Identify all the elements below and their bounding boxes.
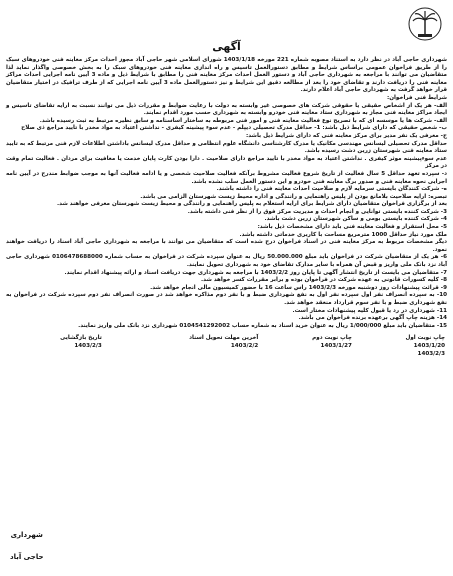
paragraph: شرایط فنی فراخوان: xyxy=(386,94,447,101)
paragraph: 8- کلیه کسورات قانونی به عهده شرکت در فراخوان بوده و برابر مقررات کسر خواهد شد. xyxy=(201,277,447,284)
paragraph: 7- متقاضیان می بایست از تاریخ انتشار آگهی تا پایان روز 1403/2/2 با مراجعه به شهرداری جهت دریافت اسناد و ارائه پیشنهاد اقدام نمایند. xyxy=(64,269,447,276)
paragraph: 4- شرکت کننده بایستی بومی و ساکن شهرستان زرین دشت باشد. xyxy=(264,216,447,223)
paragraph: عدم سوءپیشینه موثر کیفری . نداشتن اعتیاد به مواد مخدر با تایید مراجع دارای صلاحیت . دارا بودن کارت پایان خدمت یا معافیت برای مردان . فعالیت تمام وقت در مرکز xyxy=(6,155,447,170)
paragraph: 3- شرکت کننده بایستی توانایی و انجام احداث و مدیریت مرکز فوق را از نظر فنی داشته باشد. xyxy=(187,208,447,215)
paragraph: د- سپرده تعهد حداقل 5 سال فعالیت از تاریخ شروع فعالیت مشروط برآنکه فعالیت صلاحیت شخصی و یا ادامه فعالیت آنها به موجب ضوابط مندرج در آیین نامه اجرایی نحوه معاینه فنی و صدور برگ معاینه فنی خودرو و این دستور العمل سلب نشده باشد. xyxy=(6,170,447,185)
table-row xyxy=(6,342,447,350)
paragraph: 6- هر یک از متقاضیان شرکت در فراخوان باید مبلغ 50.000.000 ریال به عنوان سپرده شرکت در فراخوان به حساب شماره 0106478688000 شهرداری حاجی آباد نزد بانک ملی واریز و قبض آن همراه با سایر مدارک تقاضای خود به شهرداری تحویل نمایند. xyxy=(6,254,447,269)
signature-line: شهرداری xyxy=(10,531,43,539)
paragraph: ج- معرفی یک نفر مدیر برای مرکز معاینه فنی که دارای شرایط ذیل باشد: xyxy=(245,132,447,139)
paragraph: شهرداری حاجی آباد در نظر دارد به استناد مصوبه شماره 221 مورخه 1403/1/18 شورای اسلامی شهر حاجی آباد مجوز احداث مرکز معاینه فنی خودروهای سبک را از طریق فراخوان عمومی براساس شرایط و مطابق دستورالعمل تاسیس و راه اندازی معاینه فنی خودروهای سبک را به بخش خصوصی واگذار نماید لذا متقاضیان می توانند با مراجعه به شهرداری حاجی آباد و دستور العمل احداث مرکز معاینه فنی را مطابق با شرایط ذیل و ماده 3 آیین نامه اجرایی احداث مراکز معاینه فنی را دریافت دارند و تقاضای خود را بعد از مطالعه دقیق این شرایط و نیز دستورالعمل ماده 3 آیین نامه اجرایی که از طرف ترافیک در اختیار متقاضیان قرار خواهد گرفت به شهرداری حاجی آباد اعلام دارند. xyxy=(6,57,448,94)
paragraph: الف- شرکت ها یا موسسه ای که با تصریح نوع فعالیت معاینه فنی و امور فنی مربوطه به ساختار اساسنامه و سابق نظیره مرتبط به ثبت رسیده باشد. xyxy=(39,117,447,124)
paragraph: 5- محل استقرار و فعالیت معاینه فنی باید دارای مشخصات ذیل باشد: xyxy=(257,224,447,231)
paragraph: ه- شرکت کنندگان بایستی سرمایه لازم و صلاحیت احداث معاینه فنی را داشته باشند. xyxy=(216,186,447,193)
paragraph: ملک مورد نیاز حداقل 1000 مترمربع مساحت با کاربری خدماتی داشته باشد. xyxy=(239,231,447,238)
notice-body xyxy=(6,57,447,330)
table-cell: 1403/2/2 xyxy=(230,343,259,350)
notice-title: آگهی xyxy=(212,40,241,53)
table-header: چاپ نوبت دوم xyxy=(312,335,352,342)
paragraph: دیگر مشخصات مربوط به مرکز معاینه فنی در اسناد فراخوان درج شده است که متقاضیان می توانند با مراجعه به شهرداری حاجی آباد اسناد را دریافت خواهند نمود. xyxy=(6,239,447,253)
paragraph: 10- به سپرده انصراف نفر اول سپرده نفر اول به نفع شهرداری ضبط و با نفر دوم مذاکره خواهد شد در صورت انصراف نفر دوم سپرده شرکت در فراخوان به نفع شهرداری ضبط و با نفر سوم قرارداد منعقد خواهد شد. xyxy=(6,292,447,306)
paragraph: تبصره: ارایه صلاحیت بلامانع بودن از پلیس راهنمایی و رانندگی و اداره محیط زیست شهرستان الزامی می باشد. xyxy=(140,193,447,200)
paragraph: 15- متقاضیان باید مبلغ 1/000/000 ریال به عنوان خرید اسناد به شماره حساب 0104541292002 شهرداری نزد بانک ملی واریز نمایند. xyxy=(78,322,447,329)
table-cell: 1403/2/3 xyxy=(74,343,102,350)
dates-table xyxy=(6,334,447,358)
palm-emblem-icon xyxy=(407,6,443,42)
table-row xyxy=(6,350,447,358)
table-row xyxy=(6,334,447,342)
paragraph: بعد از برگزاری فراخوان متقاضیان دارای شرایط برای ارایه استعلام به پلیس راهنمایی و رانندگی و محیط زیست شهرستان معرفی خواهند شد. xyxy=(56,201,447,208)
paragraph: الف- هر یک از اشخاص حقیقی یا حقوقی شرکت های خصوصی غیر وابسته به دولت با رعایت ضوابط و مقررات ذیل می توانند نسبت به ارایه تقاضای تاسیس و ایجاد مراکز معاینه فنی مجاز به شهرداری ستاد معاینه فنی خودرو وابسته به شهرداری حسب مورد اقدام نمایند. xyxy=(6,102,447,117)
table-header: آخرین مهلت تحویل اسناد xyxy=(189,335,259,342)
table-header: چاپ نوبت اول xyxy=(405,335,445,342)
signature-block xyxy=(10,524,44,568)
table-header: تاریخ بازگشایی xyxy=(60,335,102,342)
paragraph: 14- هزینه چاپ آگهی برعهده برنده فراخوان می باشد. xyxy=(298,315,447,322)
paragraph: 11- شهرداری در رد یا قبول کلیه پیشنهادات مختار است. xyxy=(292,307,447,314)
table-cell: 1403/2/3 xyxy=(417,351,445,358)
table-cell: 1403/1/27 xyxy=(320,343,352,350)
paragraph: 9- قرائت پیشنهادات روز دوشنبه مورخه 1403/2/3 راس ساعت 16 با حضور کمیسیون مالی انجام خواهد شد. xyxy=(150,284,447,291)
table-cell: 1403/1/20 xyxy=(413,343,445,350)
paragraph: حداقل مدرک تحصیلی لیسانس مهندسی مکانیک یا مدرک کارشناسی دانشگاه علوم انتظامی و حداقل مدرک لیسانس باداشتن اطلاعات لازم فنی مرتبط که به تایید ستاد معاینه فنی شهرستان زرین دشت رسیده باشد. xyxy=(6,140,447,155)
paragraph: ب- شخص حقیقی که دارای شرایط ذیل باشد: 1- حداقل مدرک تحصیلی دیپلم - عدم سوء پیشینه کیفری - نداشتن اعتیاد به مواد مخدر با تایید مراجع ذی صلاح xyxy=(21,125,447,132)
signature-line: حاجی آباد xyxy=(10,553,44,561)
